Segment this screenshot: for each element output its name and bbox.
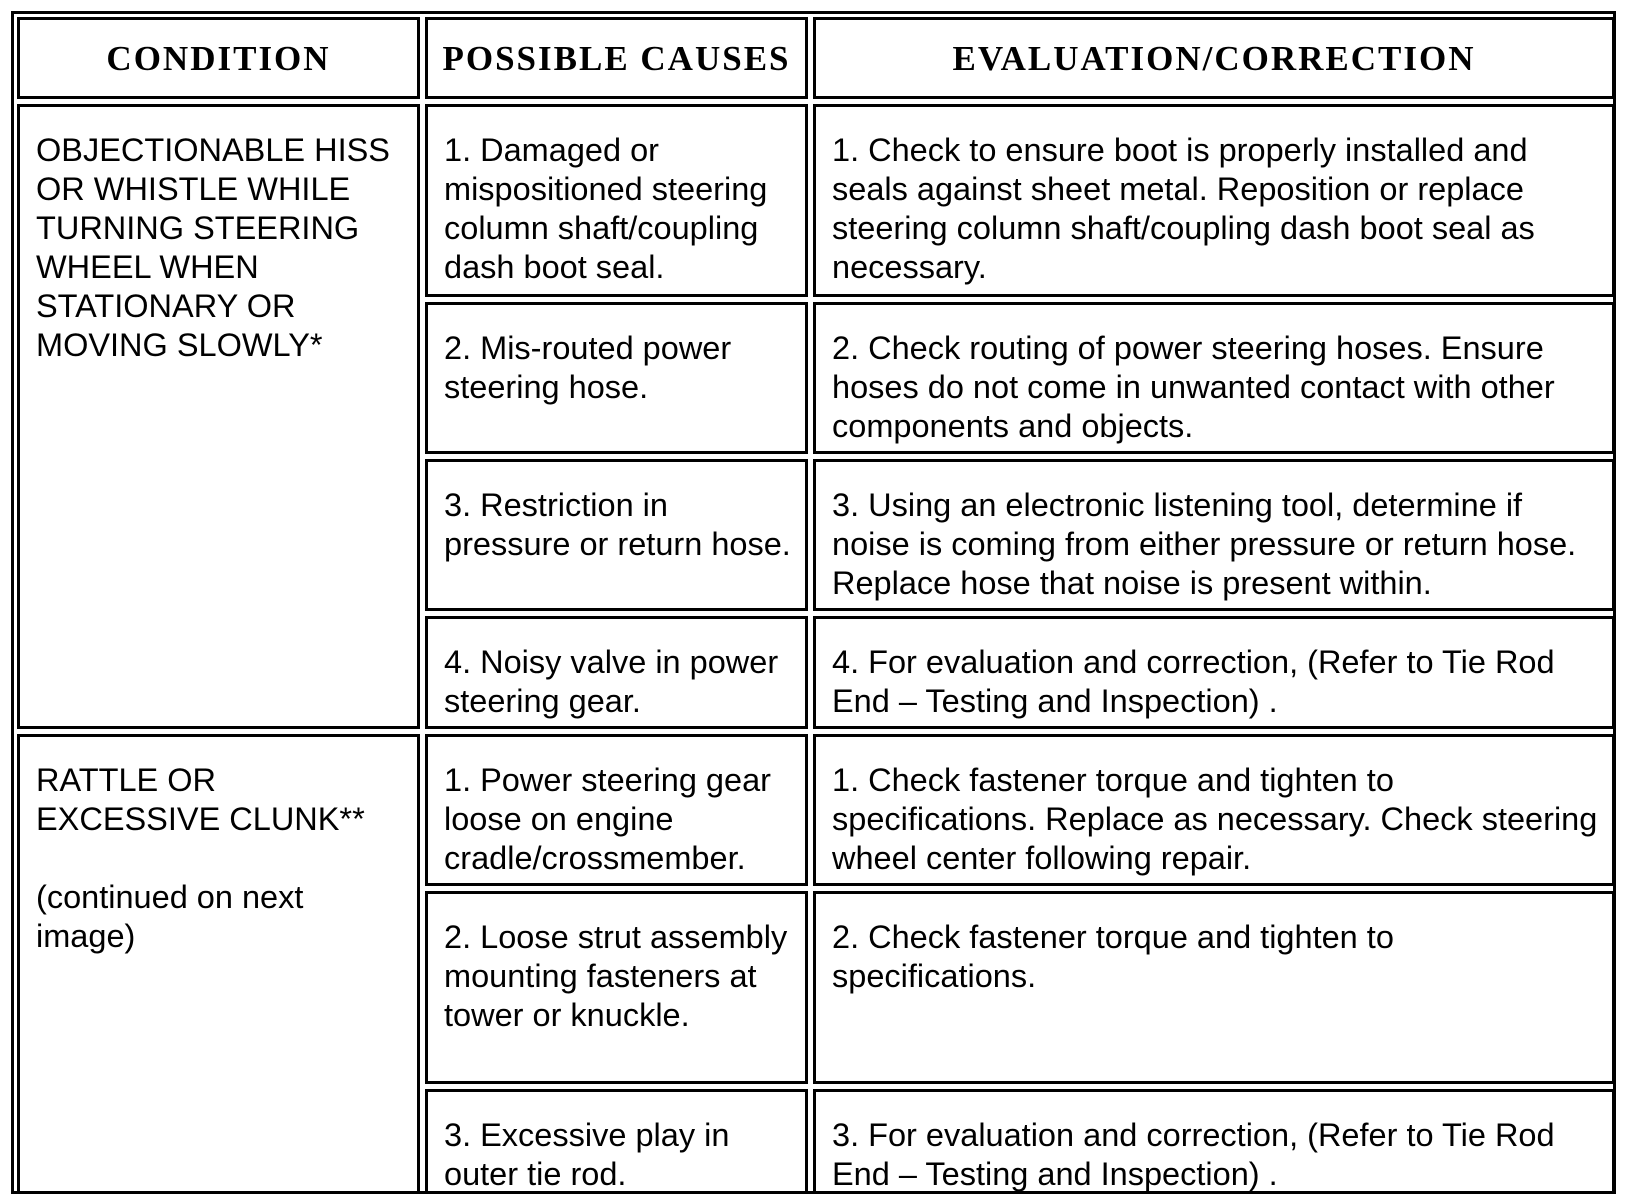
header-condition: CONDITION — [17, 17, 420, 99]
correction-cell: 2. Check routing of power steering hoses. Ensure hoses do not come in unwanted contact with other components and objects. — [813, 302, 1615, 454]
cause-cell: 4. Noisy valve in power steering gear. — [425, 616, 808, 729]
cause-cell: 1. Damaged or mispositioned steering column shaft/coupling dash boot seal. — [425, 104, 808, 297]
condition-cell — [17, 734, 420, 1194]
correction-cell: 3. Using an electronic listening tool, determine if noise is coming from either pressure or return hose. Replace hose that noise is present within. — [813, 459, 1615, 611]
cause-cell: 1. Power steering gear loose on engine cradle/crossmember. — [425, 734, 808, 886]
correction-cell: 4. For evaluation and correction, (Refer to Tie Rod End – Testing and Inspection) . — [813, 616, 1615, 729]
correction-cell: 1. Check fastener torque and tighten to specifications. Replace as necessary. Check steering wheel center following repair. — [813, 734, 1615, 886]
correction-cell: 2. Check fastener torque and tighten to specifications. — [813, 891, 1615, 1084]
condition-text: OBJECTIONABLE HISS OR WHISTLE WHILE TURNING STEERING WHEEL WHEN STATIONARY OR MOVING SLOWLY* — [36, 132, 390, 363]
continuation-note: (continued on next image) — [36, 879, 304, 954]
header-evaluation-correction: EVALUATION/CORRECTION — [813, 17, 1615, 99]
header-possible-causes: POSSIBLE CAUSES — [425, 17, 808, 99]
condition-cell — [17, 104, 420, 729]
cause-cell: 3. Restriction in pressure or return hose. — [425, 459, 808, 611]
correction-cell: 3. For evaluation and correction, (Refer to Tie Rod End – Testing and Inspection) . — [813, 1089, 1615, 1194]
condition-text: RATTLE OR EXCESSIVE CLUNK** — [36, 762, 365, 837]
cause-cell: 2. Loose strut assembly mounting fasteners at tower or knuckle. — [425, 891, 808, 1084]
correction-cell: 1. Check to ensure boot is properly installed and seals against sheet metal. Reposition or replace steering column shaft/coupling dash boot seal as necessary. — [813, 104, 1615, 297]
cause-cell: 2. Mis-routed power steering hose. — [425, 302, 808, 454]
cause-cell: 3. Excessive play in outer tie rod. — [425, 1089, 808, 1194]
